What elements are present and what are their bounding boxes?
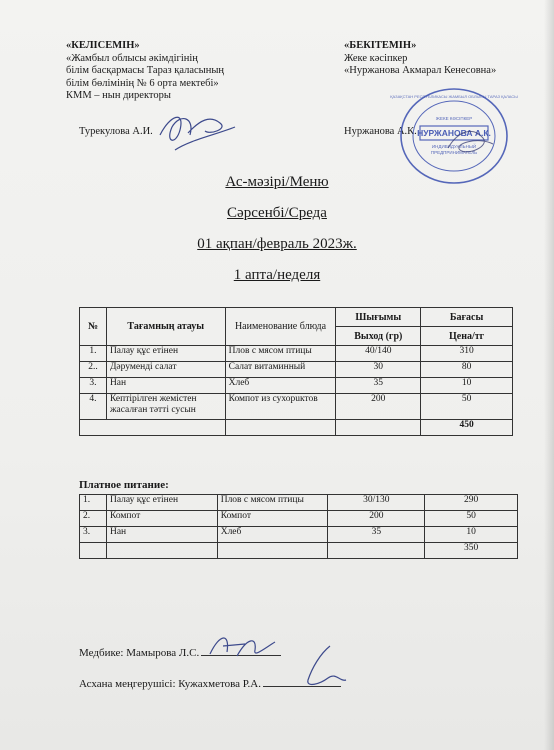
stamp-top-text: ЖЕКЕ КӘСІПКЕР — [435, 116, 473, 121]
cell-num: 4. — [80, 394, 107, 420]
cell-yield: 30 — [336, 362, 421, 378]
total-value: 450 — [421, 420, 513, 436]
menu-title: Ас-мәзірі/Меню — [225, 174, 329, 190]
right-signer-name: Нуржанова А.К. — [344, 126, 417, 137]
stamp-center-text: НУРЖАНОВА А.К. — [417, 128, 491, 138]
col-header-num: № — [80, 308, 107, 346]
cell-yield: 35 — [328, 527, 425, 543]
total-value: 350 — [425, 543, 518, 559]
cell-num: 3. — [80, 378, 107, 394]
cell-name-ru: Компот — [217, 511, 328, 527]
table-row — [80, 527, 518, 543]
total-row — [80, 543, 518, 559]
left-signer-name: Турекулова А.И. — [79, 126, 153, 137]
cell-yield: 200 — [336, 394, 421, 420]
week-title: 1 апта/неделя — [233, 267, 321, 283]
cell-name-kz: Палау құс етінен — [106, 495, 217, 511]
stamp-line: ИНДИВИДУАЛЬНЫЙ — [431, 144, 477, 149]
cell-yield: 30/130 — [328, 495, 425, 511]
cell-name-kz: Палау құс етінен — [106, 346, 225, 362]
cell-num: 3. — [80, 527, 107, 543]
page-edge-shadow — [544, 0, 554, 750]
cell-price: 10 — [425, 527, 518, 543]
total-row — [80, 420, 513, 436]
approval-title-right: «БЕКІТЕМІН» — [344, 40, 417, 51]
cell-name-ru: Компот из сухорuктов — [225, 394, 336, 420]
col-header-price-ru: Цена/тг — [421, 327, 513, 346]
nurse-signature — [205, 628, 285, 664]
cell-name-ru: Хлеб — [217, 527, 328, 543]
cell-price: 290 — [425, 495, 518, 511]
cell-name-ru: Плов с мясом птицы — [225, 346, 336, 362]
col-header-yield-kz: Шығымы — [336, 308, 421, 327]
official-stamp — [390, 86, 518, 186]
cell-num: 2.. — [80, 362, 107, 378]
cell-num: 1. — [80, 346, 107, 362]
date-title: 01 ақпан/февраль 2023ж. — [197, 236, 357, 252]
cell-name-kz: Нан — [106, 527, 217, 543]
cook-name: Асхана меңгерушісі: Кужахметова Р.А. — [79, 678, 261, 690]
table-row — [80, 346, 513, 362]
cell-num: 1. — [80, 495, 107, 511]
cell-yield: 35 — [336, 378, 421, 394]
cell-name-kz: Нан — [106, 378, 225, 394]
paid-meals-label: Платное питание: — [79, 479, 169, 491]
cell-price: 310 — [421, 346, 513, 362]
col-header-price-kz: Бағасы — [421, 308, 513, 327]
cell-yield: 40/140 — [336, 346, 421, 362]
nurse-name: Медбике: Мамырова Л.С. — [79, 647, 200, 659]
cell-name-kz: Дәрумендi салат — [106, 362, 225, 378]
approval-line: КММ – нын директоры — [66, 90, 171, 101]
menu-table — [79, 307, 513, 436]
approval-line: білім басқармасы Тараз қаласының — [66, 65, 225, 76]
approval-line: білім бөлімінің № 6 орта мектебі» — [66, 77, 219, 89]
table-row — [80, 511, 518, 527]
approval-block-left — [66, 40, 224, 103]
director-signature — [150, 105, 240, 155]
cell-name-kz: Кептірілген жемістен жасалған тәтті сусын — [106, 394, 225, 420]
col-header-name-ru: Наименование блюда — [225, 308, 336, 346]
col-header-yield-ru: Выход (гр) — [336, 327, 421, 346]
cell-name-ru: Плов с мясом птицы — [217, 495, 328, 511]
approval-title-left: «КЕЛІСЕМІН» — [66, 40, 140, 51]
cell-yield: 200 — [328, 511, 425, 527]
approval-line: Жеке кәсіпкер — [344, 52, 408, 64]
table-row — [80, 495, 518, 511]
approval-block-right — [344, 40, 496, 78]
day-title: Сәрсенбі/Среда — [227, 205, 327, 221]
cell-name-kz: Компот — [106, 511, 217, 527]
cell-name-ru: Хлеб — [225, 378, 336, 394]
cell-name-ru: Салат витаминный — [225, 362, 336, 378]
paid-meals-table — [79, 494, 518, 559]
approval-line: «Нуржанова Акмарал Кенесовна» — [344, 65, 497, 76]
table-row — [80, 362, 513, 378]
cell-price: 10 — [421, 378, 513, 394]
cook-signature — [290, 640, 350, 692]
col-header-name-kz: Тағамның атауы — [106, 308, 225, 346]
table-row — [80, 378, 513, 394]
cell-price: 50 — [421, 394, 513, 420]
cell-price: 50 — [425, 511, 518, 527]
approval-line: «Жамбыл облысы әкімдігінің — [66, 52, 198, 64]
table-row — [80, 394, 513, 420]
stamp-ring-text: ҚАЗАҚСТАН РЕСПУБЛИКАСЫ ЖАМБЫЛ ОБЛЫСЫ ТАРАЗ ҚАЛАСЫ — [390, 94, 518, 99]
cell-price: 80 — [421, 362, 513, 378]
stamp-line: ПРЕДПРИНИМАТЕЛЬ — [430, 150, 478, 155]
cell-num: 2. — [80, 511, 107, 527]
